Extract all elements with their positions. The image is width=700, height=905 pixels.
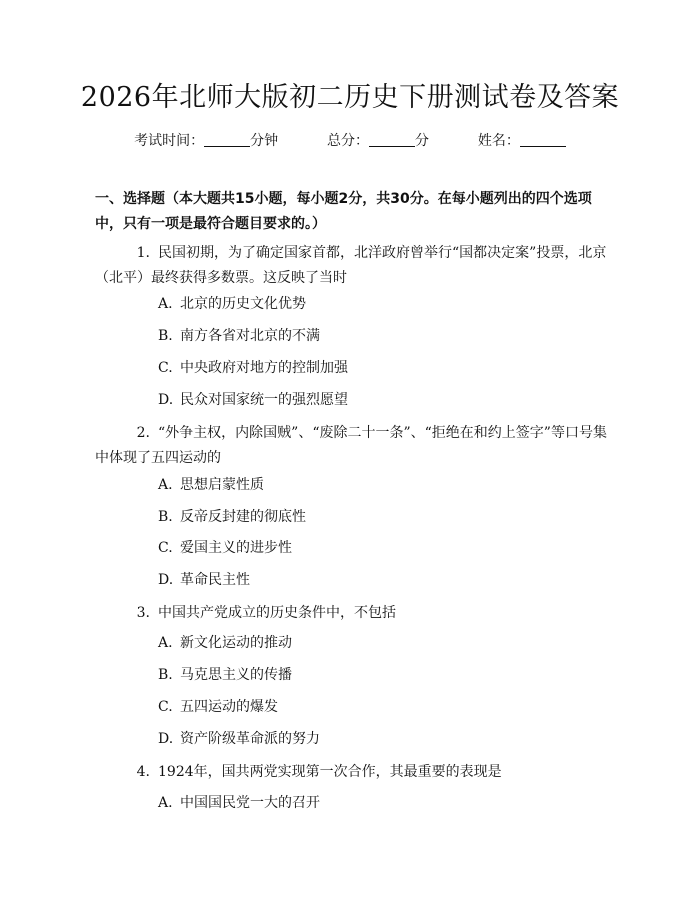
name-label: 姓名：	[477, 133, 520, 149]
option-label: B.	[158, 328, 173, 344]
option-label: A.	[158, 795, 173, 811]
question-number: 4.	[136, 764, 150, 780]
option-3-b[interactable]	[158, 665, 292, 685]
option-label: B.	[158, 667, 173, 683]
option-text: 马克思主义的传播	[180, 667, 292, 683]
option-label: D.	[158, 392, 174, 408]
option-text: 南方各省对北京的不满	[180, 328, 320, 344]
option-text: 革命民主性	[180, 572, 250, 588]
option-label: D.	[158, 731, 174, 747]
option-label: C.	[158, 699, 173, 715]
option-text: 新文化运动的推动	[180, 635, 292, 651]
option-label: A.	[158, 296, 173, 312]
question-text: 1924年，国共两党实现第一次合作，其最重要的表现是	[158, 764, 502, 780]
option-2-d[interactable]	[158, 570, 250, 590]
option-2-a[interactable]	[158, 475, 264, 495]
name-blank	[520, 132, 566, 147]
question-text: “外争主权，内除国贼”、“废除二十一条”、“拒绝在和约上签字”等口号集中体现了五四运动的	[95, 425, 607, 466]
time-label: 考试时间：	[134, 133, 205, 149]
score-unit: 分	[415, 133, 429, 149]
option-1-d[interactable]	[158, 390, 348, 410]
option-text: 资产阶级革命派的努力	[180, 731, 320, 747]
time-unit: 分钟	[250, 133, 279, 149]
question-number: 2.	[136, 425, 150, 441]
question-2	[95, 421, 610, 471]
option-3-a[interactable]	[158, 633, 292, 653]
option-text: 五四运动的爆发	[180, 699, 278, 715]
question-1	[95, 241, 610, 291]
question-text: 民国初期，为了确定国家首都，北洋政府曾举行“国都决定案”投票，北京（北平）最终获得多数票。这反映了当时	[95, 245, 607, 286]
section-heading: 一、选择题（本大题共15小题，每小题2分，共30分。在每小题列出的四个选项中，只有一项是最符合题目要求的。）	[95, 191, 592, 232]
option-text: 中国国民党一大的召开	[180, 795, 320, 811]
option-text: 民众对国家统一的强烈愿望	[180, 392, 348, 408]
option-label: C.	[158, 360, 173, 376]
option-3-d[interactable]	[158, 729, 320, 749]
option-text: 反帝反封建的彻底性	[180, 509, 306, 525]
document-title: 2026年北师大版初二历史下册测试卷及答案	[80, 82, 620, 113]
option-1-c[interactable]	[158, 358, 348, 378]
question-text: 中国共产党成立的历史条件中，不包括	[158, 605, 396, 621]
option-4-a[interactable]	[158, 793, 320, 813]
question-number: 3.	[136, 605, 150, 621]
option-1-a[interactable]	[158, 294, 306, 314]
option-text: 北京的历史文化优势	[180, 296, 306, 312]
option-text: 思想启蒙性质	[180, 477, 264, 493]
exam-info-line	[0, 130, 700, 152]
question-4	[95, 760, 610, 785]
option-2-c[interactable]	[158, 538, 292, 558]
question-3	[95, 601, 610, 626]
option-1-b[interactable]	[158, 326, 320, 346]
score-blank	[369, 132, 415, 147]
option-label: A.	[158, 635, 173, 651]
time-blank	[204, 132, 250, 147]
option-text: 中央政府对地方的控制加强	[180, 360, 348, 376]
option-label: B.	[158, 509, 173, 525]
option-text: 爱国主义的进步性	[180, 540, 292, 556]
option-label: D.	[158, 572, 174, 588]
option-label: A.	[158, 477, 173, 493]
option-label: C.	[158, 540, 173, 556]
score-label: 总分：	[327, 133, 369, 149]
option-3-c[interactable]	[158, 697, 278, 717]
question-number: 1.	[136, 245, 150, 261]
option-2-b[interactable]	[158, 507, 306, 527]
